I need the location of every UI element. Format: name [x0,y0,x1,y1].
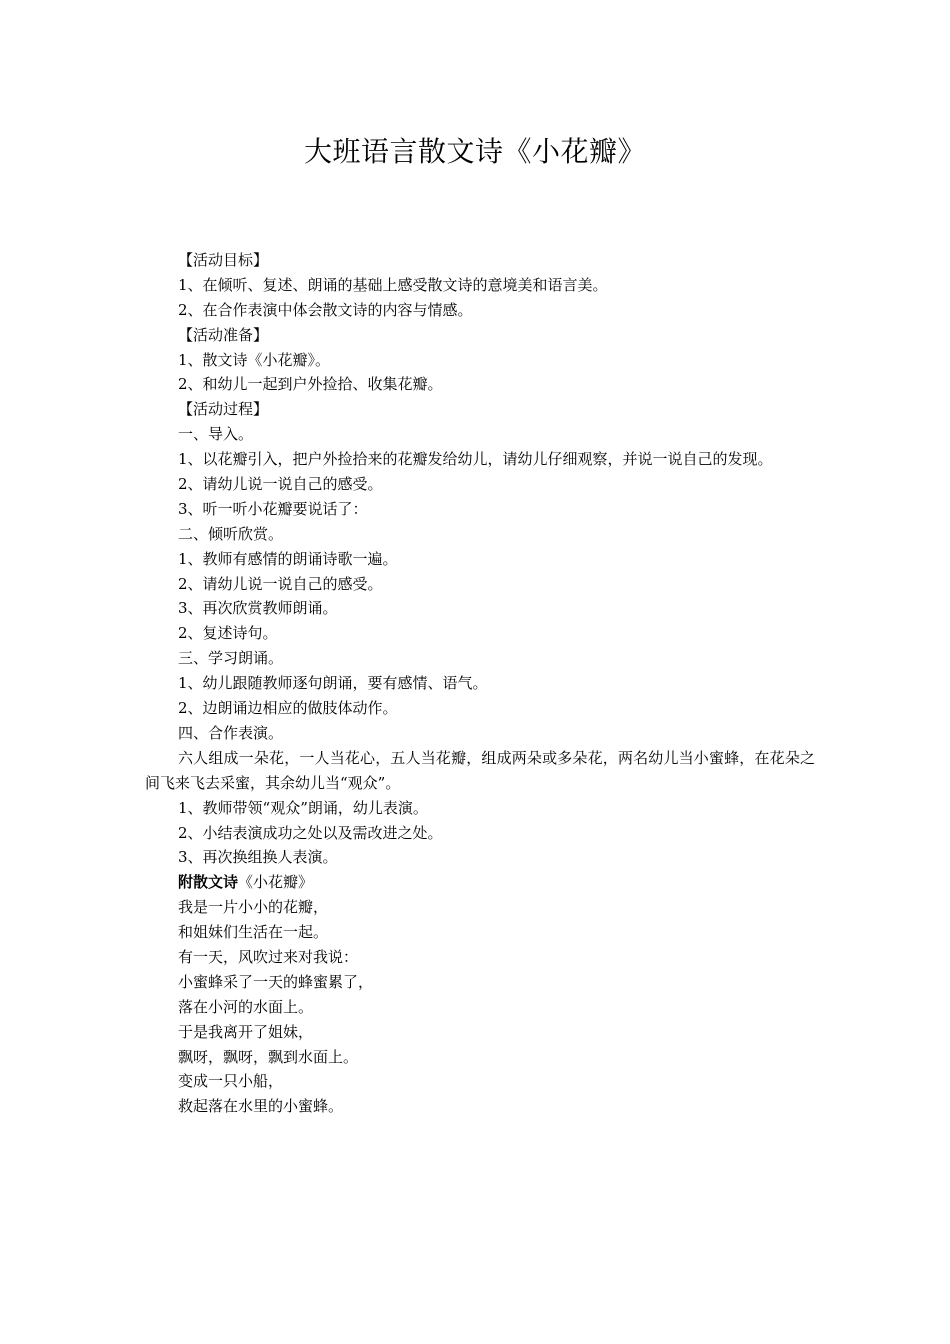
recite-item-1: 1、幼儿跟随教师逐句朗诵，要有感情、语气。 [178,674,488,693]
poem-line: 小蜜蜂采了一天的蜂蜜累了， [178,972,374,991]
goal-item-1: 1、在倾听、复述、朗诵的基础上感受散文诗的意境美和语言美。 [178,275,608,294]
listen-item-4: 2、复述诗句。 [178,624,278,643]
intro-item-3: 3、听一听小花瓣要说话了： [178,499,368,518]
poem-line: 有一天，风吹过来对我说： [178,947,359,966]
section-heading-process: 【活动过程】 [178,400,269,419]
perform-item-3: 3、再次换组换人表演。 [178,848,338,867]
perform-item-1: 1、教师带领“观众”朗诵，幼儿表演。 [178,798,428,817]
appendix-heading [145,870,815,895]
section-heading-preparation: 【活动准备】 [178,325,269,344]
process-step-intro: 一、导入。 [178,425,254,444]
listen-item-2: 2、请幼儿说一说自己的感受。 [178,574,383,593]
poem-line: 落在小河的水面上。 [178,997,314,1016]
document-body [145,248,815,1119]
poem-line: 飘呀，飘呀，飘到水面上。 [178,1047,359,1066]
poem-line: 变成一只小船， [178,1072,284,1091]
perform-item-2: 2、小结表演成功之处以及需改进之处。 [178,823,443,842]
appendix-label: 附散文诗 [178,873,239,892]
preparation-item-1: 1、散文诗《小花瓣》。 [178,350,331,369]
process-step-listen: 二、倾听欣赏。 [178,524,284,543]
intro-paragraph: 1、以花瓣引入，把户外捡拾来的花瓣发给幼儿，请幼儿仔细观察，并说一说自己的发现。 [178,450,773,469]
preparation-item-2: 2、和幼儿一起到户外捡拾、收集花瓣。 [178,375,443,394]
poem-line: 和姐妹们生活在一起。 [178,923,329,942]
section-heading-goals: 【活动目标】 [178,251,269,269]
process-step-recite: 三、学习朗诵。 [178,649,284,668]
listen-item-1: 1、教师有感情的朗诵诗歌一遍。 [178,549,398,568]
listen-item-3: 3、再次欣赏教师朗诵。 [178,599,338,618]
poem-line: 我是一片小小的花瓣， [178,898,329,917]
intro-item-2: 2、请幼儿说一说自己的感受。 [178,475,383,494]
poem-line: 于是我离开了姐妹， [178,1022,314,1041]
recite-item-2: 2、边朗诵边相应的做肢体动作。 [178,699,398,718]
perform-paragraph: 六人组成一朵花，一人当花心，五人当花瓣，组成两朵或多朵花，两名幼儿当小蜜蜂，在花朵之间飞来飞去采蜜，其余幼儿当“观众”。 [145,748,815,792]
poem-line: 救起落在水里的小蜜蜂。 [178,1097,344,1116]
page-title: 大班语言散文诗《小花瓣》 [303,135,646,168]
appendix-poem-title: 《小花瓣》 [238,873,314,892]
goal-item-2: 2、在合作表演中体会散文诗的内容与情感。 [178,300,473,319]
process-step-perform: 四、合作表演。 [178,723,284,742]
